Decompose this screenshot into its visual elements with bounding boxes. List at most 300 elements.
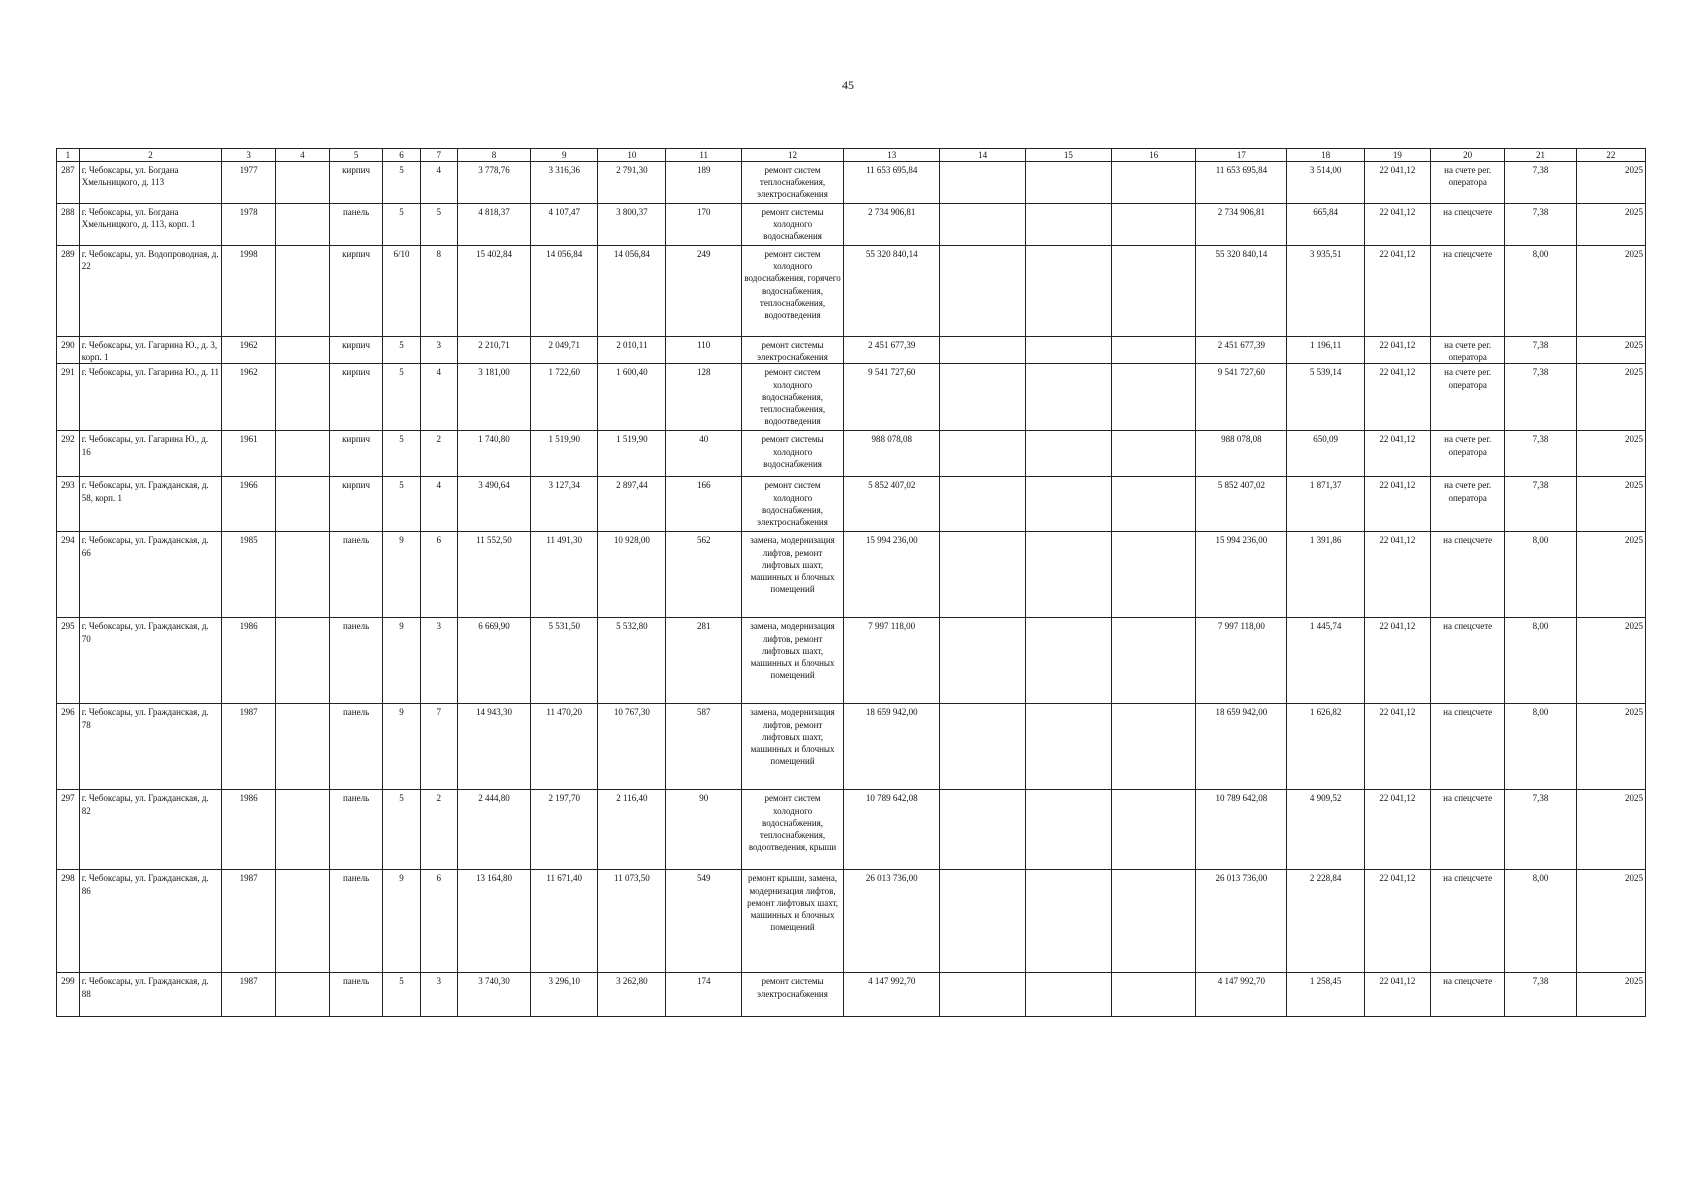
cell-c21: 8,00	[1505, 704, 1576, 790]
cell-c17: 26 013 736,00	[1196, 870, 1287, 973]
cell-c10: 10 928,00	[598, 532, 666, 618]
cell-year: 1977	[222, 162, 276, 204]
cell-works: ремонт систем теплоснабжения, электроснабжения	[741, 162, 843, 204]
cell-c17: 988 078,08	[1196, 431, 1287, 477]
column-header: 18	[1287, 149, 1364, 162]
cell-c13: 11 653 695,84	[844, 162, 940, 204]
cell-c11: 40	[666, 431, 741, 477]
cell-works: замена, модернизация лифтов, ремонт лифтовых шахт, машинных и блочных помещений	[741, 618, 843, 704]
column-header: 8	[457, 149, 530, 162]
cell-floors: 6/10	[383, 246, 420, 337]
cell-c11: 170	[666, 204, 741, 246]
cell-c10: 2 010,11	[598, 337, 666, 364]
cell-c22: 2025	[1576, 618, 1645, 704]
cell-entrances: 4	[420, 477, 457, 532]
cell-entrances: 6	[420, 870, 457, 973]
table-row	[57, 618, 1646, 704]
cell-c8: 1 740,80	[457, 431, 530, 477]
cell-c20: на счете рег. оператора	[1430, 431, 1504, 477]
cell-material: кирпич	[329, 162, 383, 204]
cell-n: 291	[57, 364, 80, 431]
cell-c11: 90	[666, 790, 741, 870]
cell-c8: 4 818,37	[457, 204, 530, 246]
column-header: 17	[1196, 149, 1287, 162]
cell-c15	[1026, 246, 1112, 337]
cell-c18: 5 539,14	[1287, 364, 1364, 431]
cell-entrances: 6	[420, 532, 457, 618]
table-row	[57, 477, 1646, 532]
cell-entrances: 8	[420, 246, 457, 337]
cell-c22: 2025	[1576, 246, 1645, 337]
cell-floors: 5	[383, 973, 420, 1017]
cell-c22: 2025	[1576, 162, 1645, 204]
cell-c22: 2025	[1576, 532, 1645, 618]
cell-c16	[1111, 790, 1196, 870]
cell-c10: 1 519,90	[598, 431, 666, 477]
cell-material: кирпич	[329, 477, 383, 532]
cell-address: г. Чебоксары, ул. Гагарина Ю., д. 3, корп. 1	[79, 337, 222, 364]
cell-c9: 4 107,47	[531, 204, 598, 246]
cell-works: ремонт системы холодного водоснабжения	[741, 431, 843, 477]
cell-works: ремонт системы холодного водоснабжения	[741, 204, 843, 246]
cell-c15	[1026, 532, 1112, 618]
cell-floors: 5	[383, 790, 420, 870]
column-header: 21	[1505, 149, 1576, 162]
column-header: 14	[940, 149, 1026, 162]
cell-c19: 22 041,12	[1364, 704, 1430, 790]
cell-c8: 2 210,71	[457, 337, 530, 364]
cell-c18: 1 258,45	[1287, 973, 1364, 1017]
cell-c18: 1 196,11	[1287, 337, 1364, 364]
cell-n: 298	[57, 870, 80, 973]
cell-c17: 10 789 642,08	[1196, 790, 1287, 870]
cell-year: 1962	[222, 364, 276, 431]
cell-material: панель	[329, 204, 383, 246]
column-header: 20	[1430, 149, 1504, 162]
cell-c11: 166	[666, 477, 741, 532]
cell-c10: 1 600,40	[598, 364, 666, 431]
cell-c8: 3 740,30	[457, 973, 530, 1017]
cell-c9: 11 491,30	[531, 532, 598, 618]
repair-program-table	[56, 148, 1646, 1017]
cell-c14	[940, 704, 1026, 790]
column-header: 10	[598, 149, 666, 162]
cell-address: г. Чебоксары, ул. Гражданская, д. 82	[79, 790, 222, 870]
cell-c10: 11 073,50	[598, 870, 666, 973]
cell-n: 287	[57, 162, 80, 204]
cell-c14	[940, 431, 1026, 477]
cell-c14	[940, 204, 1026, 246]
cell-c9: 1 722,60	[531, 364, 598, 431]
table-row	[57, 973, 1646, 1017]
cell-c17: 55 320 840,14	[1196, 246, 1287, 337]
cell-floors: 5	[383, 204, 420, 246]
table-row	[57, 364, 1646, 431]
cell-c19: 22 041,12	[1364, 246, 1430, 337]
cell-c16	[1111, 204, 1196, 246]
cell-c9: 1 519,90	[531, 431, 598, 477]
cell-c17: 18 659 942,00	[1196, 704, 1287, 790]
cell-year: 1998	[222, 246, 276, 337]
column-header: 1	[57, 149, 80, 162]
cell-c21: 7,38	[1505, 364, 1576, 431]
cell-c16	[1111, 337, 1196, 364]
cell-address: г. Чебоксары, ул. Гражданская, д. 86	[79, 870, 222, 973]
cell-c16	[1111, 364, 1196, 431]
cell-c15	[1026, 704, 1112, 790]
cell-n: 296	[57, 704, 80, 790]
cell-year: 1986	[222, 618, 276, 704]
cell-material: кирпич	[329, 337, 383, 364]
cell-c11: 189	[666, 162, 741, 204]
cell-c20: на спецсчете	[1430, 618, 1504, 704]
cell-works: ремонт крыши, замена, модернизация лифтов, ремонт лифтовых шахт, машинных и блочных помещений	[741, 870, 843, 973]
cell-c22: 2025	[1576, 364, 1645, 431]
cell-material: панель	[329, 618, 383, 704]
cell-entrances: 5	[420, 204, 457, 246]
table-row	[57, 337, 1646, 364]
cell-c22: 2025	[1576, 431, 1645, 477]
cell-n: 290	[57, 337, 80, 364]
cell-c22: 2025	[1576, 870, 1645, 973]
page-number: 45	[842, 78, 854, 92]
cell-c14	[940, 477, 1026, 532]
cell-c22: 2025	[1576, 477, 1645, 532]
cell-c13: 55 320 840,14	[844, 246, 940, 337]
cell-c16	[1111, 477, 1196, 532]
cell-c13: 988 078,08	[844, 431, 940, 477]
cell-c16	[1111, 246, 1196, 337]
cell-c16	[1111, 431, 1196, 477]
cell-material: панель	[329, 704, 383, 790]
cell-c21: 7,38	[1505, 337, 1576, 364]
cell-c4	[276, 246, 330, 337]
cell-c15	[1026, 973, 1112, 1017]
cell-c15	[1026, 618, 1112, 704]
cell-c4	[276, 618, 330, 704]
cell-c18: 1 445,74	[1287, 618, 1364, 704]
cell-c13: 26 013 736,00	[844, 870, 940, 973]
cell-address: г. Чебоксары, ул. Богдана Хмельницкого, д. 113, корп. 1	[79, 204, 222, 246]
cell-c10: 5 532,80	[598, 618, 666, 704]
cell-c15	[1026, 790, 1112, 870]
cell-c20: на спецсчете	[1430, 704, 1504, 790]
cell-c4	[276, 364, 330, 431]
cell-c19: 22 041,12	[1364, 337, 1430, 364]
cell-c19: 22 041,12	[1364, 431, 1430, 477]
cell-material: панель	[329, 870, 383, 973]
cell-c13: 5 852 407,02	[844, 477, 940, 532]
cell-c11: 128	[666, 364, 741, 431]
cell-c16	[1111, 162, 1196, 204]
cell-works: ремонт систем холодного водоснабжения, теплоснабжения, водоотведения, крыши	[741, 790, 843, 870]
cell-c9: 2 197,70	[531, 790, 598, 870]
cell-entrances: 4	[420, 162, 457, 204]
cell-works: ремонт систем холодного водоснабжения, электроснабжения	[741, 477, 843, 532]
cell-c15	[1026, 870, 1112, 973]
cell-works: ремонт системы электроснабжения	[741, 337, 843, 364]
cell-c19: 22 041,12	[1364, 618, 1430, 704]
cell-c14	[940, 246, 1026, 337]
cell-address: г. Чебоксары, ул. Гражданская, д. 66	[79, 532, 222, 618]
cell-c17: 15 994 236,00	[1196, 532, 1287, 618]
cell-c10: 2 897,44	[598, 477, 666, 532]
cell-c17: 9 541 727,60	[1196, 364, 1287, 431]
cell-year: 1961	[222, 431, 276, 477]
cell-c9: 11 470,20	[531, 704, 598, 790]
cell-c4	[276, 870, 330, 973]
cell-c19: 22 041,12	[1364, 790, 1430, 870]
cell-entrances: 2	[420, 431, 457, 477]
cell-c11: 281	[666, 618, 741, 704]
cell-c21: 7,38	[1505, 162, 1576, 204]
cell-c20: на спецсчете	[1430, 973, 1504, 1017]
cell-year: 1986	[222, 790, 276, 870]
cell-material: кирпич	[329, 364, 383, 431]
cell-works: ремонт систем холодного водоснабжения, теплоснабжения, водоотведения	[741, 364, 843, 431]
cell-n: 288	[57, 204, 80, 246]
cell-c21: 8,00	[1505, 532, 1576, 618]
cell-c11: 587	[666, 704, 741, 790]
cell-c13: 2 451 677,39	[844, 337, 940, 364]
cell-c18: 1 391,86	[1287, 532, 1364, 618]
cell-c15	[1026, 364, 1112, 431]
cell-address: г. Чебоксары, ул. Гагарина Ю., д. 11	[79, 364, 222, 431]
cell-c17: 2 451 677,39	[1196, 337, 1287, 364]
cell-c17: 7 997 118,00	[1196, 618, 1287, 704]
cell-c20: на спецсчете	[1430, 246, 1504, 337]
cell-c20: на спецсчете	[1430, 870, 1504, 973]
cell-year: 1987	[222, 870, 276, 973]
cell-year: 1978	[222, 204, 276, 246]
cell-c22: 2025	[1576, 337, 1645, 364]
cell-c8: 3 181,00	[457, 364, 530, 431]
cell-year: 1987	[222, 973, 276, 1017]
cell-address: г. Чебоксары, ул. Гагарина Ю., д. 16	[79, 431, 222, 477]
cell-n: 299	[57, 973, 80, 1017]
cell-c21: 7,38	[1505, 204, 1576, 246]
cell-c8: 13 164,80	[457, 870, 530, 973]
cell-n: 295	[57, 618, 80, 704]
cell-year: 1985	[222, 532, 276, 618]
cell-c16	[1111, 532, 1196, 618]
table-row	[57, 532, 1646, 618]
cell-c9: 14 056,84	[531, 246, 598, 337]
cell-c19: 22 041,12	[1364, 973, 1430, 1017]
column-number-header	[57, 149, 1646, 162]
cell-n: 292	[57, 431, 80, 477]
cell-n: 294	[57, 532, 80, 618]
cell-c10: 3 800,37	[598, 204, 666, 246]
cell-c8: 15 402,84	[457, 246, 530, 337]
cell-floors: 9	[383, 618, 420, 704]
cell-c10: 14 056,84	[598, 246, 666, 337]
column-header: 9	[531, 149, 598, 162]
cell-works: замена, модернизация лифтов, ремонт лифтовых шахт, машинных и блочных помещений	[741, 704, 843, 790]
cell-address: г. Чебоксары, ул. Гражданская, д. 88	[79, 973, 222, 1017]
cell-c10: 10 767,30	[598, 704, 666, 790]
cell-c16	[1111, 704, 1196, 790]
cell-c19: 22 041,12	[1364, 364, 1430, 431]
column-header: 2	[79, 149, 222, 162]
cell-c17: 5 852 407,02	[1196, 477, 1287, 532]
cell-c17: 2 734 906,81	[1196, 204, 1287, 246]
cell-c21: 7,38	[1505, 477, 1576, 532]
cell-c4	[276, 431, 330, 477]
cell-c14	[940, 973, 1026, 1017]
column-header: 16	[1111, 149, 1196, 162]
cell-c4	[276, 337, 330, 364]
cell-c21: 8,00	[1505, 246, 1576, 337]
cell-c20: на счете рег. оператора	[1430, 337, 1504, 364]
cell-c4	[276, 704, 330, 790]
cell-c14	[940, 870, 1026, 973]
cell-c22: 2025	[1576, 204, 1645, 246]
cell-floors: 5	[383, 337, 420, 364]
cell-material: панель	[329, 532, 383, 618]
table-row	[57, 704, 1646, 790]
cell-c17: 11 653 695,84	[1196, 162, 1287, 204]
cell-c17: 4 147 992,70	[1196, 973, 1287, 1017]
cell-c22: 2025	[1576, 973, 1645, 1017]
cell-c15	[1026, 477, 1112, 532]
cell-c21: 8,00	[1505, 870, 1576, 973]
cell-c18: 1 626,82	[1287, 704, 1364, 790]
cell-floors: 5	[383, 477, 420, 532]
cell-floors: 9	[383, 704, 420, 790]
cell-c9: 2 049,71	[531, 337, 598, 364]
cell-c11: 562	[666, 532, 741, 618]
cell-c21: 7,38	[1505, 973, 1576, 1017]
column-header: 7	[420, 149, 457, 162]
cell-c13: 2 734 906,81	[844, 204, 940, 246]
cell-c8: 3 778,76	[457, 162, 530, 204]
cell-c4	[276, 477, 330, 532]
cell-entrances: 3	[420, 337, 457, 364]
cell-c10: 2 791,30	[598, 162, 666, 204]
cell-c8: 3 490,64	[457, 477, 530, 532]
cell-c20: на счете рег. оператора	[1430, 364, 1504, 431]
cell-c19: 22 041,12	[1364, 162, 1430, 204]
cell-c4	[276, 532, 330, 618]
cell-works: ремонт систем холодного водоснабжения, горячего водоснабжения, теплоснабжения, водоотведения	[741, 246, 843, 337]
cell-material: панель	[329, 973, 383, 1017]
cell-c9: 5 531,50	[531, 618, 598, 704]
cell-c13: 15 994 236,00	[844, 532, 940, 618]
table-row	[57, 870, 1646, 973]
cell-year: 1966	[222, 477, 276, 532]
column-header: 3	[222, 149, 276, 162]
cell-c14	[940, 790, 1026, 870]
cell-floors: 9	[383, 870, 420, 973]
cell-c19: 22 041,12	[1364, 532, 1430, 618]
cell-c8: 14 943,30	[457, 704, 530, 790]
cell-c21: 7,38	[1505, 431, 1576, 477]
cell-n: 289	[57, 246, 80, 337]
cell-c8: 2 444,80	[457, 790, 530, 870]
column-header: 22	[1576, 149, 1645, 162]
cell-c16	[1111, 973, 1196, 1017]
cell-address: г. Чебоксары, ул. Богдана Хмельницкого, д. 113	[79, 162, 222, 204]
cell-c18: 2 228,84	[1287, 870, 1364, 973]
cell-address: г. Чебоксары, ул. Гражданская, д. 78	[79, 704, 222, 790]
cell-c10: 3 262,80	[598, 973, 666, 1017]
cell-entrances: 7	[420, 704, 457, 790]
column-header: 19	[1364, 149, 1430, 162]
cell-c20: на спецсчете	[1430, 532, 1504, 618]
cell-c4	[276, 790, 330, 870]
table-body	[57, 162, 1646, 1017]
cell-c13: 10 789 642,08	[844, 790, 940, 870]
cell-c19: 22 041,12	[1364, 477, 1430, 532]
cell-c14	[940, 532, 1026, 618]
table-row	[57, 162, 1646, 204]
column-header: 6	[383, 149, 420, 162]
cell-c18: 1 871,37	[1287, 477, 1364, 532]
cell-floors: 5	[383, 431, 420, 477]
cell-c8: 11 552,50	[457, 532, 530, 618]
cell-c13: 4 147 992,70	[844, 973, 940, 1017]
cell-address: г. Чебоксары, ул. Гражданская, д. 58, корп. 1	[79, 477, 222, 532]
cell-c20: на спецсчете	[1430, 790, 1504, 870]
cell-material: кирпич	[329, 246, 383, 337]
cell-c14	[940, 364, 1026, 431]
cell-c14	[940, 618, 1026, 704]
cell-address: г. Чебоксары, ул. Гражданская, д. 70	[79, 618, 222, 704]
cell-c18: 3 514,00	[1287, 162, 1364, 204]
cell-c19: 22 041,12	[1364, 204, 1430, 246]
cell-c13: 9 541 727,60	[844, 364, 940, 431]
cell-c20: на счете рег. оператора	[1430, 162, 1504, 204]
cell-n: 297	[57, 790, 80, 870]
cell-entrances: 3	[420, 973, 457, 1017]
cell-c11: 110	[666, 337, 741, 364]
table-row	[57, 790, 1646, 870]
column-header: 15	[1026, 149, 1112, 162]
column-header: 13	[844, 149, 940, 162]
cell-c22: 2025	[1576, 704, 1645, 790]
cell-c19: 22 041,12	[1364, 870, 1430, 973]
cell-c11: 174	[666, 973, 741, 1017]
cell-c4	[276, 204, 330, 246]
cell-c22: 2025	[1576, 790, 1645, 870]
table-row	[57, 246, 1646, 337]
column-header: 4	[276, 149, 330, 162]
table-row	[57, 431, 1646, 477]
cell-works: замена, модернизация лифтов, ремонт лифтовых шахт, машинных и блочных помещений	[741, 532, 843, 618]
cell-c13: 7 997 118,00	[844, 618, 940, 704]
cell-c9: 3 316,36	[531, 162, 598, 204]
cell-n: 293	[57, 477, 80, 532]
cell-works: ремонт системы электроснабжения	[741, 973, 843, 1017]
cell-c21: 8,00	[1505, 618, 1576, 704]
cell-floors: 9	[383, 532, 420, 618]
cell-c8: 6 669,90	[457, 618, 530, 704]
cell-c20: на счете рег. оператора	[1430, 477, 1504, 532]
cell-c18: 650,09	[1287, 431, 1364, 477]
cell-c4	[276, 973, 330, 1017]
cell-c10: 2 116,40	[598, 790, 666, 870]
cell-c21: 7,38	[1505, 790, 1576, 870]
column-header: 5	[329, 149, 383, 162]
table-row	[57, 204, 1646, 246]
cell-c15	[1026, 162, 1112, 204]
cell-c4	[276, 162, 330, 204]
cell-c9: 3 296,10	[531, 973, 598, 1017]
cell-c20: на спецсчете	[1430, 204, 1504, 246]
cell-entrances: 2	[420, 790, 457, 870]
cell-c14	[940, 337, 1026, 364]
